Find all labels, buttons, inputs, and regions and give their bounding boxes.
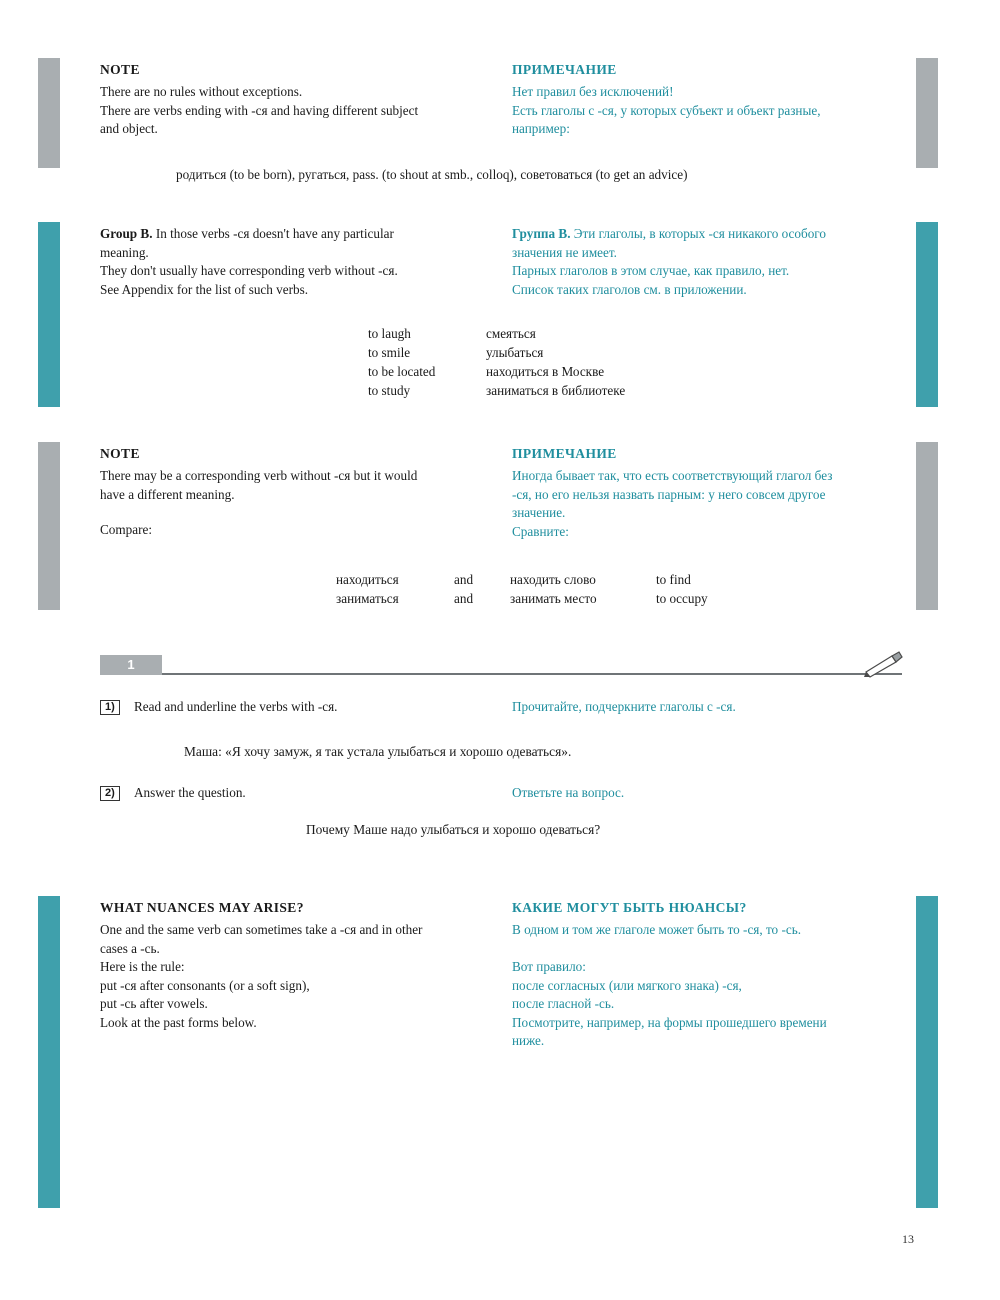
- task-1-english: Read and underline the verbs with -ся.: [134, 699, 338, 714]
- word-pair-row: [336, 589, 776, 608]
- exercise-number-tab: 1: [100, 655, 162, 675]
- word-pair-verb-reflexive: находиться: [336, 572, 399, 587]
- nuances-russian-line-1: В одном и том же глаголе может быть то -ся, то -сь.: [512, 922, 802, 937]
- groupb-russian-text-1: Эти глаголы, в которых -ся никакого особого: [573, 226, 826, 241]
- block-accent-bar-groupb-left: [38, 222, 60, 407]
- groupb-english-line-3: They don't usually have corresponding verb without -ся.: [100, 263, 398, 278]
- word-pair-row: [368, 324, 636, 343]
- word-pair-russian: находиться в Москве: [486, 364, 605, 379]
- note2-english-compare: Compare:: [100, 522, 153, 537]
- word-pair-translation: to occupy: [656, 591, 708, 606]
- note2-russian-line-3: значение.: [512, 505, 566, 520]
- block-accent-bar-groupb-right: [916, 222, 938, 407]
- exercise-sentence-2: Почему Маше надо улыбаться и хорошо одеваться?: [306, 822, 601, 837]
- groupb-russian-column: [512, 226, 912, 300]
- block-accent-bar-note1-left: [38, 58, 60, 168]
- note1-english-line-1: There are no rules without exceptions.: [100, 84, 303, 99]
- word-pair-translation: to find: [656, 572, 691, 587]
- block-accent-bar-nuances-right: [916, 896, 938, 1208]
- note2-russian-heading: ПРИМЕЧАНИЕ: [512, 446, 617, 461]
- groupb-russian-line-1: [512, 226, 912, 243]
- exercise-sentence-1: Маша: «Я хочу замуж, я так устала улыбаться и хорошо одеваться».: [184, 744, 572, 759]
- note2-english-line-1: There may be a corresponding verb without -ся but it would: [100, 468, 418, 483]
- groupb-english-line-2: meaning.: [100, 244, 149, 260]
- nuances-russian-line-4: после согласных (или мягкого знака) -ся,: [512, 977, 742, 993]
- word-pair-verb-reflexive: заниматься: [336, 591, 399, 606]
- block-accent-bar-note2-left: [38, 442, 60, 610]
- note1-english-line-3: and object.: [100, 121, 158, 136]
- groupb-english-column: [100, 226, 492, 300]
- word-pair-russian: заниматься в библиотеке: [486, 383, 626, 398]
- nuances-english-line-2: cases a -сь.: [100, 940, 160, 956]
- note1-english-line-2: There are verbs ending with -ся and having different subject: [100, 102, 419, 118]
- nuances-english-line-4: put -ся after consonants (or a soft sign),: [100, 977, 310, 993]
- task-number-1: 1): [100, 700, 120, 715]
- groupb-word-pairs: [368, 324, 636, 400]
- note1-russian-line-3: например:: [512, 121, 570, 136]
- groupb-english-text-1: In those verbs -ся doesn't have any particular: [155, 226, 394, 241]
- word-pair-verb-plain: находить слово: [510, 572, 596, 587]
- nuances-english-heading: WHAT NUANCES MAY ARISE?: [100, 900, 304, 915]
- word-pair-row: [368, 343, 636, 362]
- note1-russian-line-1: Нет правил без исключений!: [512, 84, 674, 99]
- nuances-english-line-1: One and the same verb can sometimes take a -ся and in other: [100, 922, 423, 937]
- groupb-english-line-4: See Appendix for the list of such verbs.: [100, 281, 309, 297]
- word-pair-russian: улыбаться: [486, 345, 544, 360]
- word-pair-russian: смеяться: [486, 326, 536, 341]
- note2-english-line-2: have a different meaning.: [100, 486, 235, 502]
- note2-english-heading: NOTE: [100, 446, 140, 461]
- block-accent-bar-note1-right: [916, 58, 938, 168]
- block-accent-bar-note2-right: [916, 442, 938, 610]
- word-pair-row: [336, 570, 776, 589]
- groupb-russian-line-2: значения не имеет.: [512, 244, 617, 260]
- nuances-russian-line-5: после гласной -сь.: [512, 996, 615, 1011]
- nuances-english-line-5: put -сь after vowels.: [100, 996, 208, 1011]
- nuances-english-line-3: Here is the rule:: [100, 959, 185, 974]
- note2-word-pairs: [336, 570, 776, 608]
- note2-russian-line-2: -ся, но его нельзя назвать парным: у него совсем другое: [512, 486, 826, 502]
- word-pair-verb-plain: занимать место: [510, 591, 597, 606]
- note1-russian-line-2: Есть глаголы с -ся, у которых субъект и объект разные,: [512, 102, 821, 118]
- pencil-icon: [862, 648, 906, 678]
- nuances-russian-line-6: Посмотрите, например, на формы прошедшего времени: [512, 1014, 827, 1030]
- nuances-russian-line-2: [512, 941, 912, 958]
- nuances-russian-heading: КАКИЕ МОГУТ БЫТЬ НЮАНСЫ?: [512, 900, 747, 915]
- groupb-english-label: Group B.: [100, 226, 153, 241]
- word-pair-conjunction: and: [454, 591, 474, 606]
- note1-english-column: [100, 62, 492, 140]
- page-number: 13: [902, 1232, 914, 1246]
- word-pair-english: to be located: [368, 364, 436, 379]
- nuances-russian-column: [512, 900, 912, 1052]
- word-pair-english: to laugh: [368, 326, 411, 341]
- groupb-russian-label: Группа B.: [512, 226, 571, 241]
- word-pair-row: [368, 362, 636, 381]
- note2-english-column: [100, 446, 492, 541]
- block-accent-bar-nuances-left: [38, 896, 60, 1208]
- task-number-2: 2): [100, 786, 120, 801]
- note2-russian-column: [512, 446, 912, 542]
- task-2-english: Answer the question.: [134, 785, 246, 800]
- note1-russian-heading: ПРИМЕЧАНИЕ: [512, 62, 617, 77]
- note1-russian-column: [512, 62, 912, 140]
- nuances-russian-line-3: Вот правило:: [512, 959, 586, 974]
- nuances-english-line-6: Look at the past forms below.: [100, 1014, 257, 1030]
- exercise-divider-rule: [162, 673, 902, 675]
- note1-english-heading: NOTE: [100, 62, 140, 77]
- word-pair-row: [368, 381, 636, 400]
- note2-russian-line-1: Иногда бывает так, что есть соответствующий глагол без: [512, 468, 833, 483]
- nuances-english-column: [100, 900, 492, 1033]
- word-pair-english: to smile: [368, 345, 411, 360]
- task-2-russian: Ответьте на вопрос.: [512, 785, 625, 800]
- word-pair-conjunction: and: [454, 572, 474, 587]
- word-pair-english: to study: [368, 383, 411, 398]
- groupb-english-line-1: [100, 226, 492, 243]
- groupb-russian-line-3: Парных глаголов в этом случае, как правило, нет.: [512, 263, 790, 278]
- groupb-russian-line-4: Список таких глаголов см. в приложении.: [512, 281, 747, 297]
- task-1-russian: Прочитайте, подчеркните глаголы с -ся.: [512, 699, 736, 714]
- nuances-russian-line-7: ниже.: [512, 1033, 545, 1048]
- note1-examples: родиться (to be born), ругаться, pass. (to shout at smb., colloq), советоваться (to get an advice): [176, 167, 688, 182]
- note2-russian-compare: Сравните:: [512, 523, 569, 539]
